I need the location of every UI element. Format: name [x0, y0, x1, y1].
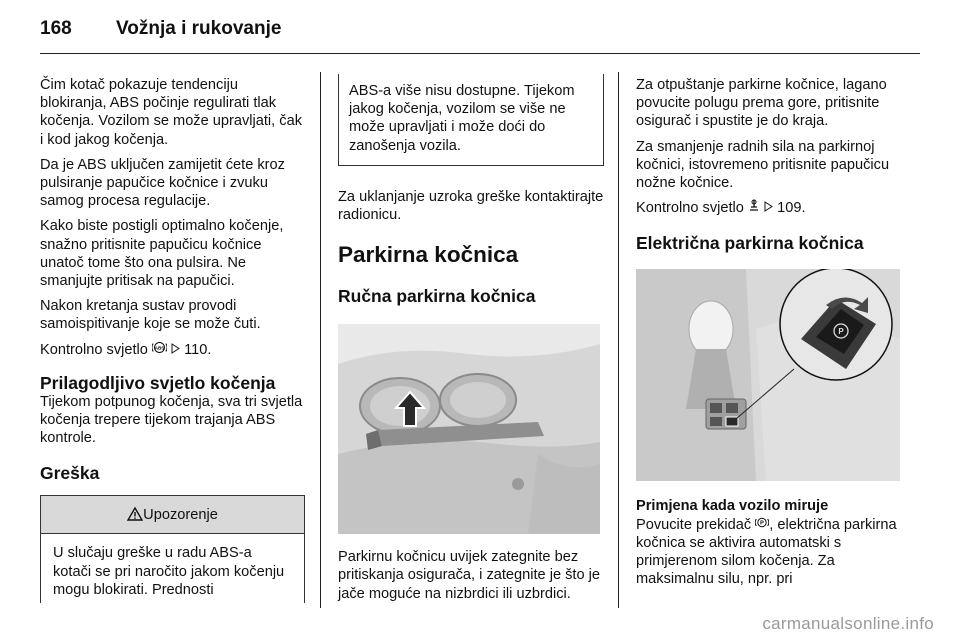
page-reference: 110. — [184, 341, 212, 358]
paragraph: Za otpuštanje parkirne kočnice, lagano povucite polugu prema gore, pritisnite osigurač i spustite je do kraja. — [636, 77, 887, 130]
switch-text-a: Povucite prekidač — [636, 516, 752, 533]
electric-parking-brake-figure — [636, 269, 900, 481]
abs-light-label: Kontrolno svjetlo — [40, 341, 148, 358]
switch-text-b: , električna parkirna kočnica se aktivira automatski s primjerenom silom kočenja. Za maksimalnu silu, npr. pri — [636, 516, 897, 588]
heading-adaptive-brake-light: Prilagodljivo svjetlo kočenja — [40, 372, 276, 393]
paragraph: Da je ABS uključen zamijetit ćete kroz pulsiranje papučice kočnice i zvuku samog procesa regulacije. — [40, 156, 285, 210]
page-number: 168 — [40, 18, 72, 39]
paragraph: Za smanjenje radnih sila na parkirnoj kočnici, istovremeno pritisnite papučicu nožne kočnice. — [636, 138, 890, 192]
paragraph: Za uklanjanje uzroka greške kontaktirajte radionicu. — [338, 188, 604, 224]
page-reference: 109. — [777, 200, 806, 217]
paragraph-switch — [636, 516, 906, 589]
abs-warning-icon — [152, 341, 167, 359]
svg-text:P: P — [760, 520, 765, 527]
svg-text:ABS: ABS — [154, 344, 165, 350]
warning-triangle-icon — [127, 498, 143, 536]
warning-text: U slučaju greške u radu ABS-a kotači se pri naročito jakom kočenju mogu blokirati. Prednosti — [53, 545, 285, 598]
warning-title: Upozorenje — [143, 507, 218, 524]
heading-electric-parking-brake: Električna parkirna kočnica — [636, 233, 864, 254]
warning-box-continued: ABS-a više nisu dostupne. Tijekom jakog kočenja, vozilom se više ne može upravljati i može doći do zanošenja vozila. — [338, 74, 604, 166]
page-title: Vožnja i rukovanje — [116, 18, 282, 39]
heading-parking-brake: Parkirna kočnica — [338, 242, 519, 268]
paragraph: Kako biste postigli optimalno kočenje, snažno pritisnite papučicu kočnice unatoč tome što ona pulsira. Ne smanjujte pritisak na papučici. — [40, 218, 284, 290]
warning-box — [40, 495, 305, 603]
page-reference-icon — [171, 341, 180, 359]
page-reference-icon — [764, 199, 773, 217]
heading-fault: Greška — [40, 463, 100, 484]
column-left — [40, 76, 305, 603]
svg-text:P: P — [838, 327, 844, 337]
page-header — [40, 14, 920, 54]
heading-stationary-apply: Primjena kada vozilo miruje — [636, 498, 829, 515]
paragraph-abs-light — [40, 341, 305, 359]
paragraph: Čim kotač pokazuje tendenciju blokiranja, ABS počinje regulirati tlak kočenja. Vozilom se može upravljati, čak i kod jakog kočenja. — [40, 77, 302, 148]
manual-parking-brake-figure — [338, 324, 600, 534]
column-middle — [338, 74, 604, 610]
paragraph-parking-light — [636, 199, 906, 217]
warning-header — [41, 496, 304, 534]
heading-manual-parking-brake: Ručna parkirna kočnica — [338, 286, 536, 307]
watermark: carmanualsonline.info — [762, 614, 934, 633]
column-divider — [320, 72, 321, 608]
paragraph: Parkirnu kočnicu uvijek zategnite bez pritiskanja osigurača, i zategnite je što je jače moguće na nizbrdici ili uzbrdici. — [338, 549, 601, 602]
column-divider — [618, 72, 619, 608]
paragraph: Tijekom potpunog kočenja, sva tri svjetla kočenja trepere tijekom trajanja ABS kontrole. — [40, 393, 303, 447]
epb-switch-icon — [755, 516, 769, 534]
parking-light-label: Kontrolno svjetlo — [636, 200, 744, 217]
parking-brake-icon — [748, 199, 760, 217]
paragraph: Nakon kretanja sustav provodi samoispitivanje koje se može čuti. — [40, 298, 261, 333]
column-right — [636, 76, 906, 595]
